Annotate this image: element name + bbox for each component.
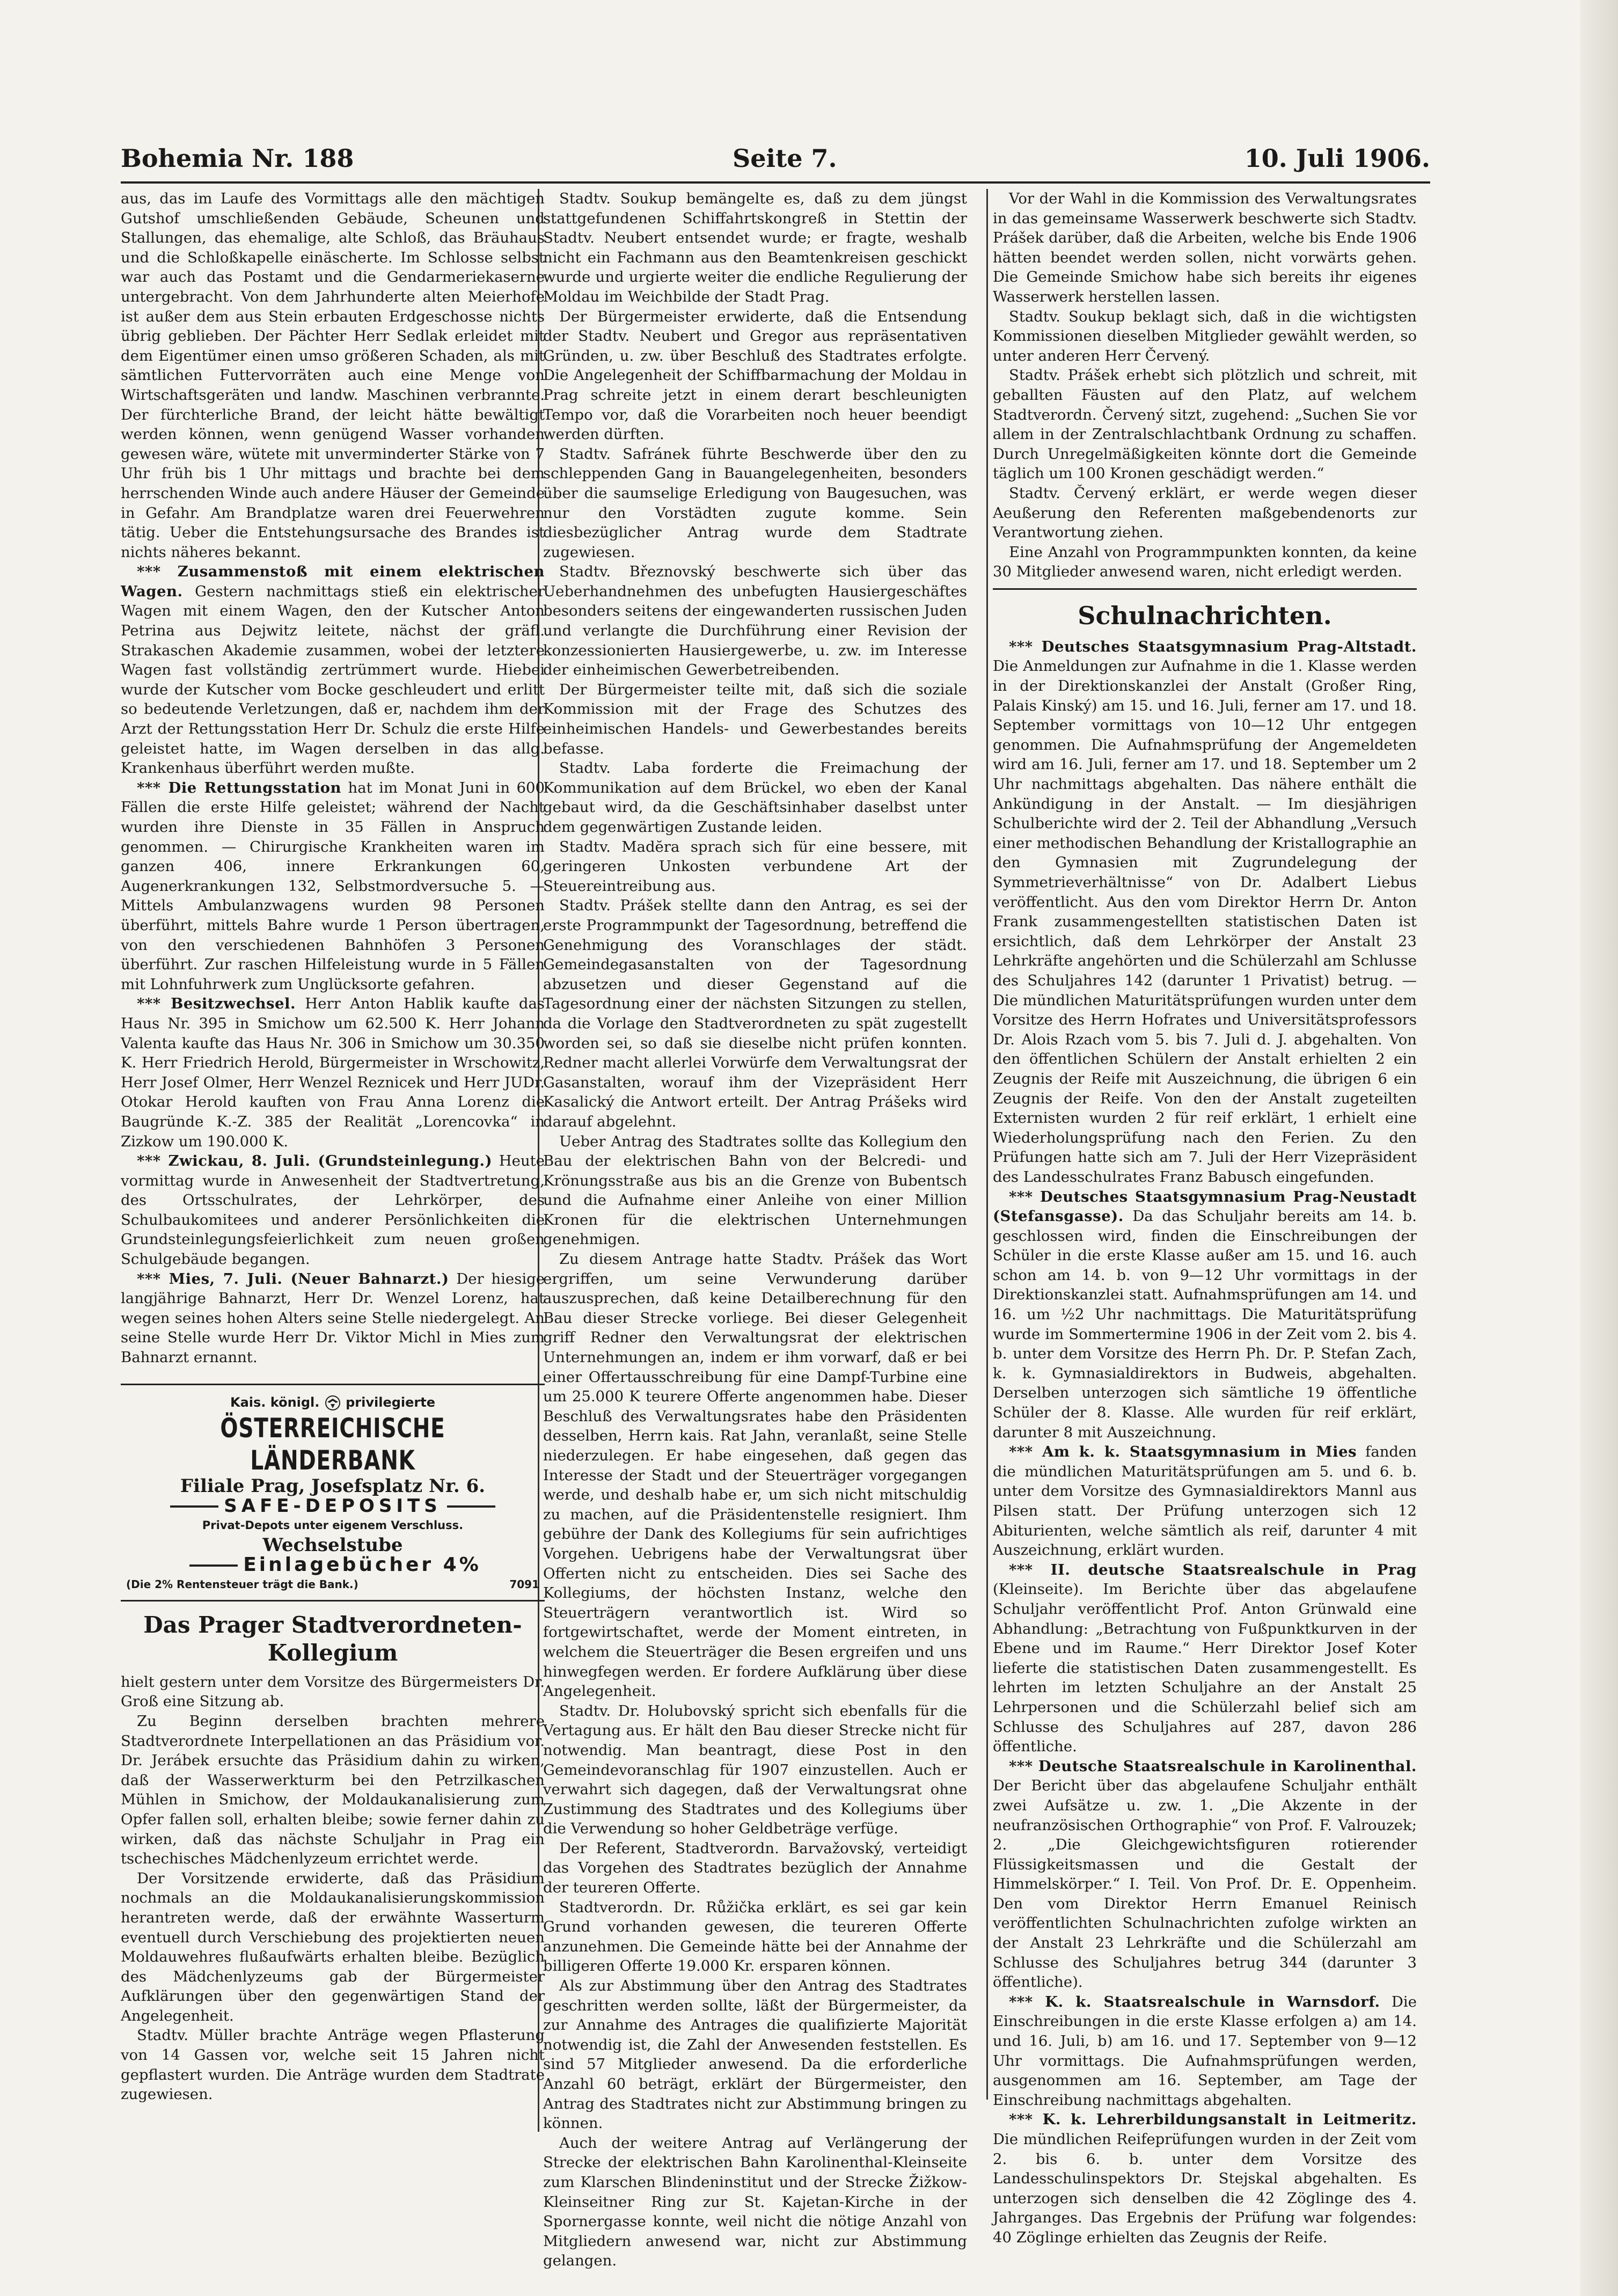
ad-dash: [447, 1505, 495, 1508]
ad-private-depots: Privat-Depots unter eigenem Verschluss.: [202, 1519, 464, 1532]
article-paragraph: Zu diesem Antrage hatte Stadtv. Prášek das Wort ergriffen, um seine Verwunderung darüber auszusprechen, daß keine Detailberechnung für den Bau dieser Strecke vorliege. Bei dieser Gelegenheit griff Redner den Verwaltungsrat der elektrischen Unternehmungen an, indem er ihm vorwarf, daß er bei einer Offertausschreibung für eine Dampf-Turbine eine um 25.000 K teurere Offerte angenommen habe. Dieser Beschluß des Verwaltungsrates habe den Präsidenten desselben, Herrn kais. Rat Jahn, veranlaßt, seine Stelle niederzulegen. Er habe eingesehen, daß gegen das Interesse der Stadt und der Steuerträger vorgegangen werde, und deshalb habe er, um sich nicht mitschuldig zu machen, auf die Präsidentenstelle resigniert. Ihm gebühre der Dank des Kollegiums für sein aufrichtiges Vorgehen. Uebrigens habe der Verwaltungsrat über Offerten nicht zu entscheiden. Dies sei Sache des Kollegiums, der höchsten Instanz, welche den Steuerträgern verantwortlich ist. Wird so fortgewirtschaftet, werde der Moment eintreten, in welchem die Steuerträger die Besen ergreifen und uns hinwegfegen werden. Er fordere Aufklärung über diese Angelegenheit.: [543, 1251, 967, 1700]
ad-dash: [170, 1505, 218, 1508]
article-text: hat im Monat Juni in 600 Fällen die erste Hilfe geleistet; während der Nacht wurden ihre Dienste in 35 Fällen in Anspruch genommen. — Chirurgische Krankheiten waren im ganzen 406, innere Erkrankungen 60, Augenerkrankungen 132, Selbstmordversuche 5. — Mittels Ambulanzwagens wurden 98 Personen überführt, mittels Bahre wurde 1 Person übertragen, von den verschiedenen Bahnhöfen 3 Personen überführt. Zur raschen Hilfeleistung wurde in 5 Fällen mit Lohnfuhrwerk zum Unglücksorte gefahren.: [121, 779, 545, 993]
header-issue: Bohemia Nr. 188: [121, 144, 354, 173]
ad-branch: Filiale Prag, Josefsplatz Nr. 6.: [180, 1475, 486, 1497]
article-lead: *** Mies, 7. Juli. (Neuer Bahnarzt.): [137, 1270, 449, 1288]
article-paragraph: Stadtverordn. Dr. Růžička erklärt, es sei gar kein Grund vorhanden gewesen, die teureren Offerte anzunehmen. Die Gemeinde hätte bei der Annahme der billigeren Offerte 19.000 Kr. ersparen können.: [543, 1898, 967, 1975]
article-text: Da das Schuljahr bereits am 14. b. geschlossen wird, finden die Einschreibungen der Schüler in die erste Klasse außer am 15. und 16. auch schon am 14. b. von 9—12 Uhr vormittags in der Direktionskanzlei statt. Aufnahmsprüfungen am 14. und 16. um ½2 Uhr nachmittags. Die Maturitätsprüfung wurde im Sommertermine 1906 in der Zeit vom 2. bis 4. b. unter dem Vorsitze des Herrn Ph. Dr. P. Stefan Zach, k. k. Gymnasialdirektors in Budweis, abgehalten. Derselben unterzogen sich sämtliche 19 öffentliche Schüler der 8. Klasse. Alle wurden für reif erklärt, darunter 8 mit Auszeichnung.: [993, 1208, 1417, 1441]
article-paragraph: aus, das im Laufe des Vormittags alle den mächtigen Gutshof umschließenden Gebäude, Scheunen und Stallungen, das ehemalige, alte Schloß, das Bräuhaus und die Schloßkapelle einäscherte. Im Schlosse selbst war auch das Postamt und die Gendarmeriekaserne untergebracht. Von dem Jahrhunderte alten Meierhofe ist außer dem aus Stein erbauten Erdgeschosse nichts übrig geblieben. Der Pächter Herr Sedlak erleidet mit dem Eigentümer einen umso größeren Schaden, als mit sämtlichen Futtervorräten auch eine Menge von Wirtschaftsgeräten und landw. Maschinen verbrannte. Der fürchterliche Brand, der leicht hätte bewältigt werden können, wenn genügend Wasser vorhanden gewesen wäre, wütete mit unverminderter Stärke von 7 Uhr früh bis 1 Uhr mittags und brachte bei dem herrschenden Winde auch andere Häuser der Gemeinde in Gefahr. Am Brandplatze waren drei Feuerwehren tätig. Ueber die Entstehungsursache des Brandes ist nichts näheres bekannt.: [121, 190, 545, 561]
article-paragraph: Ueber Antrag des Stadtrates sollte das Kollegium den Bau der elektrischen Bahn von der Belcredi- und Krönungsstraße aus bis an die Grenze von Bubentsch und die Aufnahme einer Anleihe von einer Million Kronen für die elektrischen Unternehmungen genehmigen.: [543, 1132, 967, 1248]
article-paragraph: Stadtv. Prášek erhebt sich plötzlich und schreit, mit geballten Fäusten auf den Platz, auf welchem Stadtverordn. Červený sitzt, zugehend: „Suchen Sie vor allem in der Zentralschlachtbank Ordnung zu schaffen. Durch Unregelmäßigkeiten könnte dort die Gemeinde täglich um 100 Kronen geschädigt werden.“: [993, 367, 1417, 482]
bank-advertisement: [121, 1384, 545, 1602]
article-paragraph: Vor der Wahl in die Kommission des Verwaltungsrates in das gemeinsame Wasserwerk beschwerte sich Stadtv. Prášek darüber, daß die Arbeiten, welche bis Ende 1906 hätten beendet werden sollen, nicht vorwärts gehen. Die Gemeinde Smichow habe sich bereits ihr eigenes Wasserwerk herstellen lassen.: [993, 190, 1417, 305]
ad-code: 7091: [509, 1578, 539, 1591]
article-lead: *** Deutsche Staatsrealschule in Karolinenthal.: [1009, 1757, 1417, 1775]
eagle-emblem-icon: [324, 1394, 341, 1412]
article-paragraph: Als zur Abstimmung über den Antrag des Stadtrates geschritten werden sollte, läßt der Bürgermeister, da zur Annahme des Antrages die qualifizierte Majorität notwendig ist, die Zahl der Anwesenden feststellen. Es sind 57 Mitglieder anwesend. Da die erforderliche Anzahl 60 beträgt, erklärt der Bürgermeister, den Antrag des Stadtrates nicht zur Abstimmung bringen zu können.: [543, 1977, 967, 2132]
article-text: Gestern nachmittags stieß ein elektrischer Wagen mit einem Wagen, den der Kutscher Anton Petrina aus Dejwitz leitete, nächst der gräfl. Strakaschen Akademie zusammen, wobei der letztere Wagen fast vollständig zertrümmert wurde. Hiebei wurde der Kutscher vom Bocke geschleudert und erlitt so bedeutende Verletzungen, daß er, nachdem ihm der Arzt der Rettungsstation Herr Dr. Schulz die erste Hilfe geleistet hatte, im Wagen derselben in das allg. Krankenhaus überführt werden mußte.: [121, 582, 545, 777]
article-paragraph: Zu Beginn derselben brachten mehrere Stadtverordnete Interpellationen an das Präsidium vor. Dr. Jerábek ersuchte das Präsidium dahin zu wirken, daß der Wasserwerkturm bei den Petrzilkaschen Mühlen in Smichow, der Moldaukanalisierung zum Opfer fallen soll, erhalten bleibe; sowie ferner dahin zu wirken, daß das nächste Schuljahr in Prag ein tschechisches Mädchenlyzeum errichtet werde.: [121, 1712, 545, 1868]
article-lead: *** Besitzwechsel.: [137, 995, 296, 1013]
article-paragraph: [993, 1187, 1417, 1443]
article-lead: *** Deutsches Staatsgymnasium Prag-Altstadt.: [1009, 638, 1417, 655]
article-lead: *** Deutsches Staatsgymnasium Prag-Neustadt (Stefansgasse).: [993, 1188, 1417, 1225]
article-text: (Kleinseite). Im Berichte über das abgelaufene Schuljahr veröffentlicht Prof. Anton Grünwald eine Abhandlung: „Betrachtung von Fußpunktkurven in der Ebene und im Raume.“ Herr Direktor Josef Koter lieferte die statistischen Daten zusammengestellt. Es lehrten im letzten Schuljahre an der Anstalt 25 Lehrpersonen und die Schülerzahl belief sich am Schlusse des Schuljahres auf 287, davon 286 öffentliche.: [993, 1581, 1417, 1756]
column-divider-2: [986, 189, 988, 2100]
header-rule: [121, 181, 1430, 184]
article-paragraph: [121, 994, 545, 1151]
ad-dash: [189, 1564, 238, 1567]
section-title-stadtverordneten: Das Prager Stadtverordneten-Kollegium: [143, 1611, 522, 1666]
article-lead: *** II. deutsche Staatsrealschule in Prag: [1009, 1561, 1417, 1578]
article-paragraph: [121, 1269, 545, 1368]
article-paragraph: Stadtv. Červený erklärt, er werde wegen dieser Aeußerung den Referenten maßgebendenorts zur Verantwortung ziehen.: [993, 484, 1417, 542]
article-paragraph: Der Referent, Stadtverordn. Barvažovský, verteidigt das Vorgehen des Stadtrates bezüglich der Annahme der teureren Offerte.: [543, 1839, 967, 1897]
article-paragraph: Auch der weitere Antrag auf Verlängerung der Strecke der elektrischen Bahn Karolinenthal-Kleinseite zum Klarschen Blindeninstitut und der Strecke Žižkow-Kleinseitner Ring zur St. Kajetan-Kirche in der Spornergasse konnte, weil nicht die nötige Anzahl von Mitgliedern anwesend war, nicht zur Abstimmung gelangen.: [543, 2134, 967, 2270]
ad-deposit-books: Einlagebücher 4%: [126, 1555, 539, 1575]
page-header: [121, 144, 1430, 181]
article-text: Die Einschreibungen in die erste Klasse erfolgen a) am 14. und 16. Juli, b) am 16. und 17. September von 9—12 Uhr vormittags. Die Aufnahmsprüfungen werden, ausgenommen am 16. September, am Tage der Einschreibung nachmittags abgehalten.: [993, 1993, 1417, 2109]
article-text: Heute vormittag wurde in Anwesenheit der Stadtvertretung, des Ortsschulrates, der Lehrkörper, des Schulbaukomitees und anderer Persönlichkeiten die Grundsteinlegungsfeierlichkeit zum neuen großen Schulgebäude begangen.: [121, 1152, 545, 1268]
column-1: [121, 189, 545, 2143]
article-paragraph: [993, 1442, 1417, 1560]
article-paragraph: Stadtv. Safránek führte Beschwerde über den zu schleppenden Gang in Bauangelegenheiten, besonders über die saumselige Erledigung von Baugesuchen, was nur den Vorstädten zugute komme. Sein diesbezüglicher Antrag wurde dem Stadtrate zugewiesen.: [543, 445, 967, 561]
article-paragraph: Stadtv. Soukup bemängelte es, daß zu dem jüngst stattgefundenen Schiffahrtskongreß in Stettin der Stadtv. Neubert entsendet wurde; er fragte, weshalb nicht ein Fachmann aus den Beamtenkreisen geschickt wurde und urgierte weiter die endliche Regulierung der Moldau im Weichbilde der Stadt Prag.: [543, 190, 967, 305]
article-lead: *** K. k. Staatsrealschule in Warnsdorf.: [1009, 1993, 1380, 2010]
article-text: Der hiesige langjährige Bahnarzt, Herr Dr. Wenzel Lorenz, hat wegen seines hohen Alters seine Stelle niedergelegt. An seine Stelle wurde Herr Dr. Viktor Michl in Mies zum Bahnarzt ernannt.: [121, 1270, 545, 1366]
article-paragraph: Der Vorsitzende erwiderte, daß das Präsidium nochmals an die Moldaukanalisierungskommission herantreten werde, daß der erwähnte Wasserturm eventuell durch Verschiebung des projektierten neuen Moldauwehres flußaufwärts erhalten bleibe. Bezüglich des Mädchenlyzeums gab der Bürgermeister Aufklärungen über den gegenwärtigen Stand der Angelegenheit.: [121, 1869, 545, 2024]
ad-line-1: Kais. königl. privilegierte: [126, 1393, 539, 1413]
ad-safe-deposits: SAFE-DEPOSITS: [126, 1496, 539, 1516]
section-title-schulnachrichten: Schulnachrichten.: [1078, 601, 1332, 630]
header-page-number: Seite 7.: [733, 144, 837, 173]
article-text: Der Bericht über das abgelaufene Schuljahr enthält zwei Aufsätze u. zw. 1. „Die Akzente in der neufranzösischen Orthographie“ von Prof. F. Valrouzek; 2. „Die Gleichgewichtsfiguren rotierender Flüssigkeitsmassen und die Gestalt der Himmelskörper.“ I. Teil. Von Prof. Dr. E. Oppenheim. Den vom Direktor Herrn Emanuel Reinisch veröffentlichten Schulnachrichten zufolge wirkten an der Anstalt 23 Lehrkräfte und die Schülerzahl am Schlusse des Schuljahres betrug 344 (darunter 3 öffentliche).: [993, 1777, 1417, 1991]
article-paragraph: [121, 1151, 545, 1269]
article-paragraph: Stadtv. Dr. Holubovský spricht sich ebenfalls für die Vertagung aus. Er hält den Bau dieser Strecke nicht für notwendig. Man beantragt, diese Post in den Gemeindevoranschlag für 1907 einzustellen. Auch er verwahrt sich dagegen, daß der Verwaltungsrat ohne Zustimmung des Stadtrates und des Kollegiums über die Verwendung so hoher Geldbeträge verfüge.: [543, 1702, 967, 1838]
column-2: [543, 189, 967, 2270]
article-paragraph: hielt gestern unter dem Vorsitze des Bürgermeisters Dr. Groß eine Sitzung ab.: [121, 1673, 545, 1710]
ad-tax-note: (Die 2% Rentensteuer trägt die Bank.) 7091: [126, 1575, 539, 1595]
article-paragraph: Stadtv. Prášek stellte dann den Antrag, es sei der erste Programmpunkt der Tagesordnung, betreffend die Genehmigung des Voranschlages der städt. Gemeindegasanstalten von der Tagesordnung abzusetzen und dieser Gegenstand auf die Tagesordnung einer der nächsten Sitzungen zu stellen, da die Vorlage den Stadtverordneten zu spät zugestellt worden sei, so daß sie dieselbe nicht prüfen konnten. Redner macht allerlei Vorwürfe dem Verwaltungsrat der Gasanstalten, worauf ihm der Vizepräsident Herr Kasalický die Antwort erteilt. Der Antrag Prášeks wird darauf abgelehnt.: [543, 897, 967, 1130]
article-text: Die mündlichen Reifeprüfungen wurden in der Zeit vom 2. bis 6. b. unter dem Vorsitze des Landesschulinspektors Dr. Stejskal abgehalten. Es unterzogen sich denselben die 42 Zöglinge des 4. Jahrganges. Das Ergebnis der Prüfung war folgendes: 40 Zöglinge erhielten das Zeugnis der Reife.: [993, 2131, 1417, 2246]
article-paragraph: Der Bürgermeister erwiderte, daß die Entsendung der Stadtv. Neubert und Gregor aus repräsentativen Gründen, u. zw. über Beschluß des Stadtrates erfolgte. Die Angelegenheit der Schiffbarmachung der Moldau in Prag schreite jetzt in einem derart beschleunigten Tempo vor, daß die Vorarbeiten noch heuer beendigt werden dürften.: [543, 308, 967, 443]
article-paragraph: Eine Anzahl von Programmpunkten konnten, da keine 30 Mitglieder anwesend waren, nicht erledigt werden.: [993, 543, 1417, 581]
article-paragraph: [993, 1757, 1417, 1992]
page-edge-shadow: [1580, 0, 1618, 2296]
article-lead: *** Zusammenstoß mit einem elektrischen Wagen.: [121, 563, 545, 600]
article-paragraph: [993, 2110, 1417, 2247]
section-rule: [993, 588, 1417, 590]
article-paragraph: Stadtv. Müller brachte Anträge wegen Pflasterung von 14 Gassen vor, welche seit 15 Jahren nicht gepflastert wurden. Die Anträge wurden dem Stadtrate zugewiesen.: [121, 2027, 545, 2103]
article-text: Herr Anton Hablik kaufte das Haus Nr. 395 in Smichow um 62.500 K. Herr Johann Valenta kaufte das Haus Nr. 306 in Smichow um 30.350 K. Herr Friedrich Herold, Bürgermeister in Wrschowitz, Herr Josef Olmer, Herr Wenzel Reznicek und Herr JUDr. Otokar Herold kauften von Frau Anna Lorenz die Baugründe K.-Z. 385 der Realität „Lorencovka“ in Zizkow um 190.000 K.: [121, 995, 545, 1150]
article-lead: *** Die Rettungsstation: [137, 779, 341, 796]
article-paragraph: [121, 562, 545, 778]
article-lead: *** K. k. Lehrerbildungsanstalt in Leitmeritz.: [1009, 2111, 1417, 2129]
article-paragraph: [993, 637, 1417, 1187]
article-paragraph: [993, 1560, 1417, 1757]
article-paragraph: [121, 778, 545, 995]
column-3: [993, 189, 1417, 2246]
header-date: 10. Juli 1906.: [1244, 144, 1430, 173]
article-lead: *** Am k. k. Staatsgymnasium in Mies: [1009, 1443, 1357, 1461]
ad-bank-name: ÖSTERREICHISCHE LÄNDERBANK: [220, 1413, 445, 1476]
article-paragraph: Der Bürgermeister teilte mit, daß sich die soziale Kommission mit der Frage des Schutzes des einheimischen Handels- und Gewerbestandes bereits befasse.: [543, 681, 967, 757]
article-paragraph: Stadtv. Soukup beklagt sich, daß in die wichtigsten Kommissionen dieselben Mitglieder gewählt werden, so unter anderen Herr Červený.: [993, 308, 1417, 364]
article-lead: *** Zwickau, 8. Juli. (Grundsteinlegung.): [137, 1152, 493, 1170]
article-text: Die Anmeldungen zur Aufnahme in die 1. Klasse werden in der Direktionskanzlei der Anstalt (Großer Ring, Palais Kinský) am 15. und 16. Juli, ferner am 17. und 18. September vormittags von 10—12 Uhr entgegen genommen. Die Aufnahmsprüfung der Angemeldeten wird am 16. Juli, ferner am 17. und 18. September um 2 Uhr nachmittags abgehalten. Das nähere enthält die Ankündigung in der Anstalt. — Im diesjährigen Schulberichte wird der 2. Teil der Abhandlung „Versuch einer methodischen Behandlung der Kristallographie an den Gymnasien mit Zugrundelegung der Symmetrieverhältnisse“ von Dr. Adalbert Liebus veröffentlicht. Aus den vom Direktor Herrn Dr. Anton Frank zusammengestellten statistischen Daten ist ersichtlich, daß dem Lehrkörper der Anstalt 23 Lehrkräfte angehörten und die Schülerzahl am Schlusse des Schuljahres 142 (darunter 1 Privatist) betrug. — Die mündlichen Maturitätsprüfungen wurden unter dem Vorsitze des Herrn Hofrates und Universitätsprofessors Dr. Alois Rzach vom 5. bis 7. Juli d. J. abgehalten. Von den öffentlichen Schülern der Anstalt erhielten 2 ein Zeugnis der Reife mit Auszeichnung, die übrigen 6 ein Zeugnis der Reife. Von den der Anstalt zugeteilten Externisten wurden 2 für reif erklärt, 1 erhielt eine Wiederholungsprüfung nach den Ferien. Zu den Prüfungen hatte sich am 7. Juli der Herr Vizepräsident des Landesschulrates Franz Babusch eingefunden.: [993, 657, 1417, 1186]
article-text: fanden die mündlichen Maturitätsprüfungen am 5. und 6. b. unter dem Vorsitze des Gymnasialdirektors Mannl aus Pilsen statt. Der Prüfung unterzogen sich 12 Abiturienten, welche sämtlich als reif, darunter 4 mit Auszeichnung, erklärt wurden.: [993, 1443, 1417, 1559]
article-paragraph: Stadtv. Laba forderte die Freimachung der Kommunikation auf dem Brückel, wo eben der Kanal gebaut wird, da die Geschäftsinhaber daselbst unter dem gegenwärtigen Zustande leiden.: [543, 759, 967, 836]
ad-exchange: Wechselstube: [262, 1534, 403, 1556]
article-paragraph: Stadtv. Madĕra sprach sich für eine bessere, mit geringeren Unkosten verbundene Art der Steuereintreibung aus.: [543, 838, 967, 895]
article-paragraph: Stadtv. Březnovský beschwerte sich über das Ueberhandnehmen des unbefugten Hausiergeschäftes besonders seitens der eingewanderten russischen Juden und verlangte die Durchführung einer Revision der konzessionierten Hausiergewerbe, u. zw. im Interesse der einheimischen Gewerbetreibenden.: [543, 563, 967, 679]
article-paragraph: [993, 1992, 1417, 2110]
